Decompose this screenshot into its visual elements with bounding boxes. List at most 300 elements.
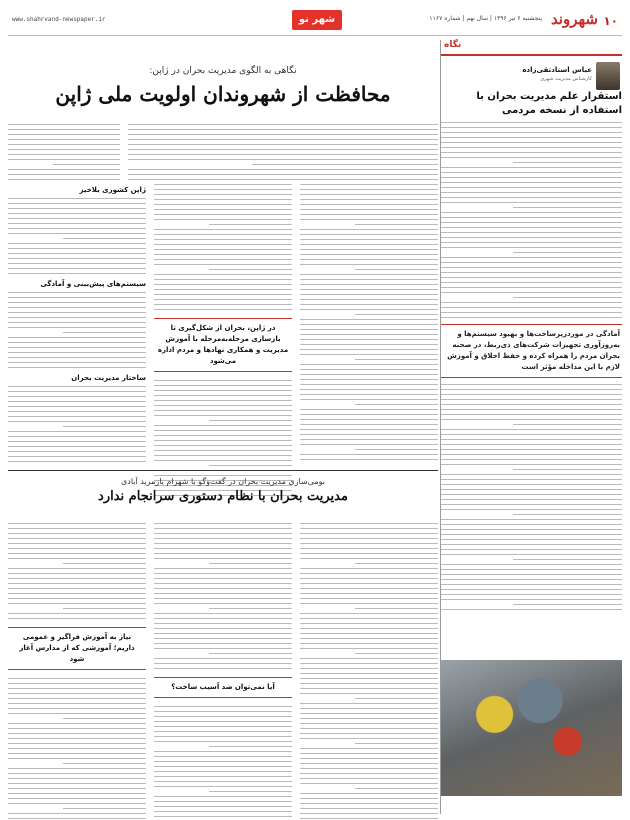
text-line xyxy=(300,643,438,644)
text-line xyxy=(300,728,438,729)
section-tab: شهر نو xyxy=(292,10,342,30)
text-line xyxy=(300,414,438,415)
text-line xyxy=(8,743,146,744)
text-line xyxy=(154,184,292,185)
text-line xyxy=(440,172,622,173)
text-line xyxy=(440,509,622,510)
text-line xyxy=(8,307,146,308)
text-line xyxy=(440,574,622,575)
text-line xyxy=(8,174,120,175)
text-line xyxy=(8,688,146,689)
text-line xyxy=(8,268,146,269)
text-line xyxy=(513,297,622,298)
text-line xyxy=(154,254,292,255)
text-line xyxy=(355,359,438,360)
text-line xyxy=(8,292,146,293)
text-line xyxy=(8,258,146,259)
text-line xyxy=(440,197,622,198)
text-line xyxy=(300,364,438,365)
text-line xyxy=(8,406,146,407)
text-line xyxy=(8,243,146,244)
text-line xyxy=(440,237,622,238)
text-line xyxy=(300,628,438,629)
text-line xyxy=(8,528,146,529)
text-line xyxy=(300,763,438,764)
text-line xyxy=(440,282,622,283)
text-line xyxy=(513,424,622,425)
text-line xyxy=(154,543,292,544)
text-line xyxy=(355,269,438,270)
text-line xyxy=(300,538,438,539)
text-line xyxy=(300,618,438,619)
text-line xyxy=(154,588,292,589)
text-line xyxy=(8,548,146,549)
text-line xyxy=(8,533,146,534)
text-line xyxy=(8,588,146,589)
text-line xyxy=(300,374,438,375)
text-line xyxy=(300,773,438,774)
text-line xyxy=(154,415,292,416)
text-line xyxy=(8,327,146,328)
text-line xyxy=(8,396,146,397)
text-line xyxy=(154,209,292,210)
text-line xyxy=(8,139,120,140)
text-line xyxy=(154,455,292,456)
dateline: پنجشنبه ۶ تیر ۱۳۹۶ | سال نهم | شماره ۱۱۶۷ xyxy=(429,15,542,22)
text-line xyxy=(128,129,438,130)
text-line xyxy=(154,264,292,265)
text-line xyxy=(154,628,292,629)
text-line xyxy=(440,312,622,313)
text-line xyxy=(440,439,622,440)
text-line xyxy=(440,599,622,600)
text-line xyxy=(440,489,622,490)
text-line xyxy=(300,299,438,300)
text-line xyxy=(440,157,622,158)
text-line xyxy=(8,728,146,729)
text-line xyxy=(300,548,438,549)
text-line xyxy=(154,390,292,391)
text-line xyxy=(128,134,438,135)
text-line xyxy=(209,269,292,270)
text-line xyxy=(300,339,438,340)
text-line xyxy=(440,232,622,233)
text-line xyxy=(300,718,438,719)
text-line xyxy=(154,199,292,200)
text-line xyxy=(300,264,438,265)
text-line xyxy=(8,362,146,363)
text-line xyxy=(154,385,292,386)
text-line xyxy=(53,164,120,165)
text-line xyxy=(300,733,438,734)
text-line xyxy=(154,568,292,569)
text-line xyxy=(300,399,438,400)
text-line xyxy=(513,514,622,515)
text-line xyxy=(440,202,622,203)
text-line xyxy=(513,469,622,470)
text-line xyxy=(154,299,292,300)
text-line xyxy=(63,426,146,427)
text-line xyxy=(154,274,292,275)
text-line xyxy=(300,713,438,714)
text-line xyxy=(8,538,146,539)
text-line xyxy=(355,698,438,699)
interview-quote-2: آیا نمی‌توان ضد آسیب ساخت؟ xyxy=(154,677,292,698)
text-line xyxy=(300,454,438,455)
text-line xyxy=(8,322,146,323)
text-line xyxy=(300,209,438,210)
text-line xyxy=(63,238,146,239)
text-line xyxy=(300,324,438,325)
text-line xyxy=(154,289,292,290)
text-line xyxy=(154,304,292,305)
text-line xyxy=(300,638,438,639)
text-line xyxy=(8,678,146,679)
text-line xyxy=(300,633,438,634)
text-line xyxy=(154,583,292,584)
text-line xyxy=(252,164,438,165)
text-line xyxy=(440,499,622,500)
subhead-2: سیستم‌های پیش‌بینی و آمادگی xyxy=(40,280,146,288)
text-line xyxy=(300,588,438,589)
text-line xyxy=(154,736,292,737)
text-line xyxy=(8,723,146,724)
text-line xyxy=(300,593,438,594)
text-line xyxy=(300,334,438,335)
text-line xyxy=(8,218,146,219)
text-line xyxy=(8,263,146,264)
text-line xyxy=(8,543,146,544)
text-line xyxy=(440,479,622,480)
text-line xyxy=(154,771,292,772)
text-line xyxy=(8,357,146,358)
text-line xyxy=(8,783,146,784)
text-line xyxy=(128,169,438,170)
text-line xyxy=(440,302,622,303)
text-line xyxy=(154,538,292,539)
text-line xyxy=(300,289,438,290)
text-line xyxy=(440,389,622,390)
text-line xyxy=(440,257,622,258)
interview-headline: مدیریت بحران با نظام دستوری سرانجام ندارد xyxy=(98,489,348,504)
text-line xyxy=(8,154,120,155)
text-line xyxy=(154,761,292,762)
text-line xyxy=(154,309,292,310)
text-line xyxy=(300,553,438,554)
text-line xyxy=(300,274,438,275)
text-line xyxy=(8,213,146,214)
text-line xyxy=(154,623,292,624)
text-line xyxy=(300,528,438,529)
text-line xyxy=(154,239,292,240)
text-line xyxy=(154,668,292,669)
text-line xyxy=(8,129,120,130)
text-line xyxy=(154,741,292,742)
text-line xyxy=(63,808,146,809)
text-line xyxy=(513,252,622,253)
text-line xyxy=(8,703,146,704)
text-line xyxy=(8,613,146,614)
text-line xyxy=(300,259,438,260)
text-line xyxy=(154,731,292,732)
text-line xyxy=(154,618,292,619)
text-line xyxy=(8,598,146,599)
text-line xyxy=(154,440,292,441)
text-line xyxy=(355,314,438,315)
text-line xyxy=(128,144,438,145)
text-line xyxy=(300,758,438,759)
text-line xyxy=(300,184,438,185)
text-line xyxy=(300,703,438,704)
text-line xyxy=(209,420,292,421)
text-line xyxy=(300,658,438,659)
text-line xyxy=(154,593,292,594)
text-line xyxy=(300,578,438,579)
text-line xyxy=(8,558,146,559)
text-line xyxy=(300,798,438,799)
text-line xyxy=(440,307,622,308)
text-line xyxy=(440,122,622,123)
text-line xyxy=(440,419,622,420)
text-line xyxy=(300,808,438,809)
text-line xyxy=(8,753,146,754)
text-line xyxy=(154,405,292,406)
opinion-body-continued xyxy=(440,384,622,610)
text-line xyxy=(440,539,622,540)
text-line xyxy=(154,294,292,295)
text-line xyxy=(440,444,622,445)
text-line xyxy=(440,182,622,183)
text-line xyxy=(8,733,146,734)
text-line xyxy=(8,573,146,574)
text-line xyxy=(440,192,622,193)
text-line xyxy=(355,608,438,609)
text-line xyxy=(154,573,292,574)
text-line xyxy=(8,273,146,274)
text-line xyxy=(440,272,622,273)
text-line xyxy=(154,766,292,767)
text-line xyxy=(128,174,438,175)
text-line xyxy=(355,788,438,789)
text-line xyxy=(300,543,438,544)
text-line xyxy=(8,813,146,814)
text-line xyxy=(440,524,622,525)
text-line xyxy=(8,416,146,417)
text-line xyxy=(440,212,622,213)
text-line xyxy=(8,738,146,739)
text-line xyxy=(8,134,120,135)
text-line xyxy=(440,569,622,570)
text-line xyxy=(300,329,438,330)
text-line xyxy=(8,708,146,709)
text-line xyxy=(8,798,146,799)
text-line xyxy=(8,698,146,699)
text-line xyxy=(154,603,292,604)
brand-logo: شهروند xyxy=(550,10,598,28)
text-line xyxy=(300,394,438,395)
text-line xyxy=(440,594,622,595)
text-line xyxy=(300,663,438,664)
interview-quote-1: نیاز به آموزش فراگیر و عمومی داریم؛ آموزشی که از مدارس آغاز شود xyxy=(8,627,146,670)
text-line xyxy=(440,459,622,460)
text-line xyxy=(8,312,146,313)
interview-article xyxy=(8,470,438,814)
text-line xyxy=(300,384,438,385)
text-line xyxy=(440,519,622,520)
text-line xyxy=(300,723,438,724)
text-line xyxy=(300,254,438,255)
text-line xyxy=(300,439,438,440)
text-line xyxy=(300,648,438,649)
text-line xyxy=(8,337,146,338)
text-line xyxy=(300,558,438,559)
text-line xyxy=(209,224,292,225)
text-line xyxy=(154,249,292,250)
text-line xyxy=(8,391,146,392)
text-line xyxy=(300,244,438,245)
masthead xyxy=(8,6,622,36)
text-line xyxy=(300,778,438,779)
text-line xyxy=(8,431,146,432)
text-line xyxy=(154,214,292,215)
text-line xyxy=(300,783,438,784)
text-line xyxy=(154,425,292,426)
site-url[interactable]: www.shahrvand-newspaper.ir xyxy=(12,16,106,23)
text-line xyxy=(440,187,622,188)
text-line xyxy=(154,533,292,534)
text-line xyxy=(300,523,438,524)
text-line xyxy=(8,446,146,447)
text-line xyxy=(300,349,438,350)
text-line xyxy=(128,139,438,140)
text-line xyxy=(440,127,622,128)
text-line xyxy=(355,449,438,450)
text-line xyxy=(154,786,292,787)
text-line xyxy=(300,369,438,370)
side-intro xyxy=(8,120,120,180)
text-line xyxy=(355,224,438,225)
text-line xyxy=(8,208,146,209)
text-line xyxy=(8,693,146,694)
text-line xyxy=(8,144,120,145)
text-line xyxy=(154,528,292,529)
text-line xyxy=(300,444,438,445)
text-line xyxy=(440,584,622,585)
text-line xyxy=(440,494,622,495)
text-line xyxy=(300,214,438,215)
interview-column-2 xyxy=(154,519,292,814)
text-line xyxy=(440,394,622,395)
column-2 xyxy=(154,180,292,470)
text-line xyxy=(63,608,146,609)
main-article xyxy=(8,40,438,470)
text-line xyxy=(440,434,622,435)
text-line xyxy=(154,194,292,195)
main-headline: محافظت از شهروندان اولویت ملی ژاپن xyxy=(55,82,391,106)
interview-column-1 xyxy=(8,519,146,814)
text-line xyxy=(8,461,146,462)
text-line xyxy=(300,304,438,305)
text-line xyxy=(154,553,292,554)
text-line xyxy=(440,429,622,430)
text-line xyxy=(440,409,622,410)
text-line xyxy=(154,796,292,797)
text-line xyxy=(8,788,146,789)
text-line xyxy=(300,234,438,235)
text-line xyxy=(300,409,438,410)
text-line xyxy=(300,813,438,814)
text-line xyxy=(8,198,146,199)
text-line xyxy=(154,244,292,245)
text-line xyxy=(8,169,120,170)
text-line xyxy=(209,746,292,747)
text-line xyxy=(154,445,292,446)
text-line xyxy=(8,451,146,452)
text-line xyxy=(300,219,438,220)
text-line xyxy=(513,559,622,560)
text-line xyxy=(8,593,146,594)
text-line xyxy=(300,613,438,614)
text-line xyxy=(300,818,438,819)
text-line xyxy=(8,421,146,422)
text-line xyxy=(8,523,146,524)
author-role: کارشناس مدیریت شهری xyxy=(540,76,592,82)
text-line xyxy=(300,753,438,754)
text-line xyxy=(300,279,438,280)
text-line xyxy=(440,227,622,228)
text-line xyxy=(300,389,438,390)
text-line xyxy=(8,248,146,249)
text-line xyxy=(8,818,146,819)
text-line xyxy=(8,124,120,125)
text-line xyxy=(128,154,438,155)
column-3 xyxy=(300,180,438,470)
text-line xyxy=(355,563,438,564)
text-line xyxy=(440,317,622,318)
text-line xyxy=(440,137,622,138)
text-line xyxy=(154,598,292,599)
text-line xyxy=(154,204,292,205)
text-line xyxy=(300,459,438,460)
text-line xyxy=(154,751,292,752)
text-line xyxy=(63,718,146,719)
text-line xyxy=(154,756,292,757)
author-name: عباس استادتقی‌زاده xyxy=(522,66,592,74)
text-line xyxy=(8,768,146,769)
text-line xyxy=(8,553,146,554)
page-number: ۱۰ xyxy=(603,14,618,28)
text-line xyxy=(8,386,146,387)
text-line xyxy=(8,603,146,604)
text-line xyxy=(154,189,292,190)
text-line xyxy=(154,523,292,524)
text-line xyxy=(154,430,292,431)
text-line xyxy=(8,347,146,348)
opinion-column xyxy=(440,40,622,814)
text-line xyxy=(8,342,146,343)
text-line xyxy=(154,380,292,381)
text-line xyxy=(8,568,146,569)
text-line xyxy=(8,793,146,794)
text-line xyxy=(8,758,146,759)
text-line xyxy=(440,399,622,400)
text-line xyxy=(440,579,622,580)
text-line xyxy=(355,653,438,654)
pull-quote: آمادگی در موردزیرساخت‌ها و بهبود سیستم‌ها و به‌روزآوری تجهیزات شرکت‌های ذی‌ربط، در صحنه بحران مردم را همراه کرده و حفظ اخلاق و آموزش لازم با این مداخله مؤثر است xyxy=(440,324,622,378)
text-line xyxy=(63,763,146,764)
text-line xyxy=(154,806,292,807)
text-line xyxy=(8,803,146,804)
